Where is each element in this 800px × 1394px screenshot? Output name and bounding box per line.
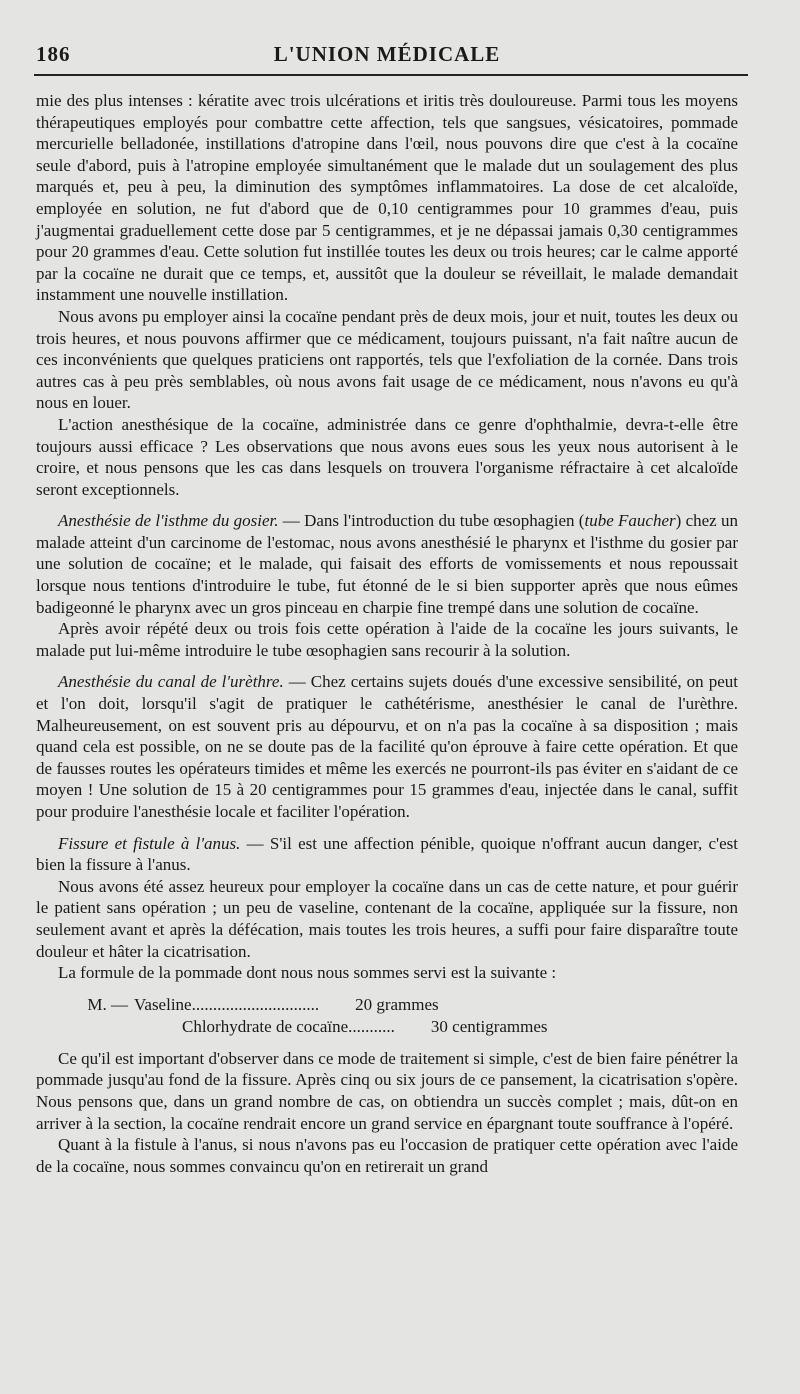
- paragraph: L'action anesthésique de la cocaïne, administrée dans ce genre d'ophthalmie, devra-t-elle être toujours aussi efficace ? Les observations que nous avons eues sous les yeux nous autorisent à le croire, et nous pensons que les cas dans lesquels on trouvera l'organisme réfractaire à cet alcaloïde seront exceptionnels.: [36, 414, 738, 499]
- section-heading: Anesthésie du canal de l'urèthre.: [58, 672, 284, 692]
- ingredient-name: Chlorhydrate de cocaïne: [182, 1016, 349, 1036]
- leader-dots: ..............................: [191, 994, 320, 1014]
- paragraph: Nous avons pu employer ainsi la cocaïne pendant près de deux mois, jour et nuit, toutes les deux ou trois heures, et nous pouvons affirmer que ce médicament, toujours puissant, n'a fait naître aucun de ces inconvénients que quelques praticiens ont rapportés, tels que l'exfoliation de la cornée. Dans trois autres cas à peu près semblables, où nous avons fait usage de ce médicament, nous n'avons eu qu'à nous en louer.: [36, 306, 738, 413]
- paragraph: Après avoir répété deux ou trois fois cette opération à l'aide de la cocaïne les jours suivants, le malade put lui-même introduire le tube œsophagien sans recourir à la solution.: [36, 619, 738, 660]
- paragraph: Quant à la fistule à l'anus, si nous n'avons pas eu l'occasion de pratiquer cette opération avec l'aide de la cocaïne, nous sommes convaincu qu'on en retirerait un grand: [36, 1135, 738, 1176]
- section-heading: Fissure et fistule à l'anus.: [58, 833, 241, 853]
- section-text: ) chez un malade atteint d'un carcinome de l'estomac, nous avons anesthésié le pharynx et l'isthme du gosier par une solution de cocaïne; et le malade, qui faisait des efforts de vomissements et nous repoussait lorsque nous tentions d'introduire le tube, fut étonné de le si bien supporter après que nous eûmes badigeonné le pharynx avec un gros pinceau en charpie fine trempé dans une solution de cocaïne.: [36, 511, 738, 617]
- section-text: — Dans l'introduction du tube œsophagien (: [278, 511, 585, 531]
- article-body: [36, 90, 738, 1177]
- paragraph: Nous avons été assez heureux pour employer la cocaïne dans un cas de cette nature, et pour guérir le patient sans opération ; un peu de vaseline, contenant de la cocaïne, appliquée sur la fissure, non seulement avant et après la défécation, mais toutes les trois heures, a suffi pour faire disparaître toute douleur et hâter la cicatrisation.: [36, 876, 738, 961]
- page-header: [36, 38, 738, 72]
- section-isthme: [36, 510, 738, 618]
- paragraph: Ce qu'il est important d'observer dans ce mode de traitement si simple, c'est de bien faire pénétrer la pommade jusqu'au fond de la fissure. Après cinq ou six jours de ce pansement, la cicatrisation s'opère. Nous pensons que, dans un grand nombre de cas, on obtiendra un succès complet ; mais, dût-on en arriver à la section, la cocaïne rendrait encore un grand service en épargnant toute souffrance à l'opéré.: [36, 1048, 738, 1133]
- formula-row: [36, 994, 738, 1016]
- formula-prefix: M. —: [87, 994, 128, 1014]
- section-text-italic: tube Faucher: [584, 511, 676, 531]
- paragraph: La formule de la pommade dont nous nous sommes servi est la suivante :: [58, 963, 557, 983]
- ingredient-quantity: 30 centigrammes: [430, 1016, 548, 1036]
- section-text: — Chez certains sujets doués d'une excessive sensibilité, on peut et l'on doit, lorsqu'il s'agit de pratiquer le cathétérisme, anesthésier le canal de l'urèthre. Malheureusement, on est souvent pris au dépourvu, et on n'a pas la cocaïne à sa disposition ; mais quand cela est possible, on ne se doute pas de la facilité qu'on éprouve à faire cette opération. Et que de fausses routes les opérateurs timides et même les exercés ne pourront-ils pas éviter en s'aidant de ce moyen ! Une solution de 15 à 20 centigrammes pour 15 grammes d'eau, injectée dans le canal, suffit pour produire l'anesthésie locale et faciliter l'opération.: [36, 672, 738, 821]
- section-urethre: [36, 671, 738, 822]
- running-title: L'UNION MÉDICALE: [273, 42, 501, 66]
- ingredient-name: Vaseline: [134, 994, 192, 1014]
- ingredient-quantity: 20 grammes: [355, 994, 439, 1014]
- section-heading: Anesthésie de l'isthme du gosier.: [58, 511, 279, 531]
- formula-row: [36, 1016, 738, 1038]
- section-anus: [36, 833, 738, 876]
- section-text: — S'il est une affection pénible, quoique n'offrant aucun danger, c'est bien la fissure à l'anus.: [36, 833, 738, 875]
- page-number: 186: [36, 42, 71, 66]
- pommade-formula: [36, 994, 738, 1038]
- header-rule: [34, 74, 748, 76]
- leader-dots: ...........: [348, 1016, 395, 1036]
- paragraph-continued: mie des plus intenses : kératite avec trois ulcérations et iritis très douloureuse. Parmi tous les moyens thérapeutiques employés pour combattre cette affection, tels que sangsues, vésicatoires, pommade mercurielle belladonée, instillations d'atropine dans l'œil, nous pouvons dire que c'est à la cocaïne seule d'abord, puis à l'atropine employée simultanément que le malade dut un soulagement des plus marqués et, peu à peu, la diminution des symptômes inflammatoires. La dose de cet alcaloïde, employée en solution, ne fut d'abord que de 0,10 centigrammes pour 10 grammes d'eau, puis j'augmentai graduellement cette dose par 5 centigrammes, et je ne dépassai jamais 0,30 centigrammes pour 20 grammes d'eau. Cette solution fut instillée toutes les deux ou trois heures; car le calme apporté par la cocaïne ne durait que ce temps, et, aussitôt que la douleur se réveillait, le malade demandait instamment une nouvelle instillation.: [36, 91, 738, 305]
